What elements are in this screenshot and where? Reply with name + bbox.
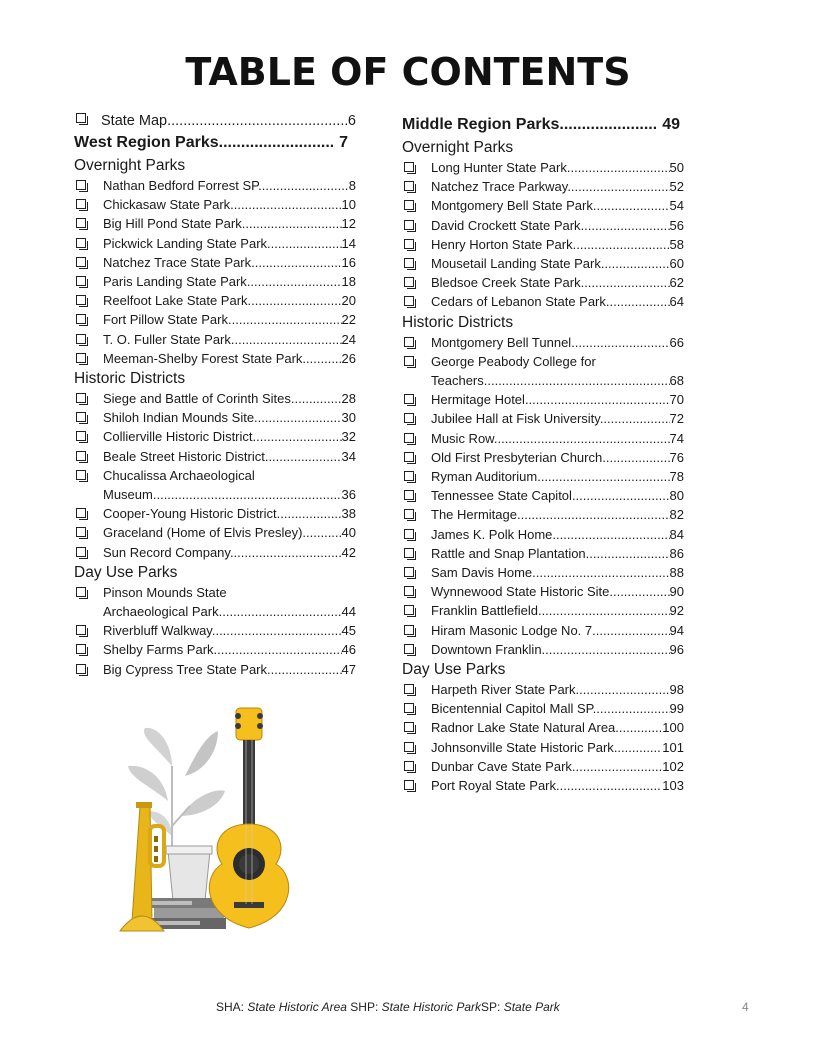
entry-page: 36 xyxy=(341,487,356,503)
checkbox[interactable] xyxy=(404,509,414,519)
checkbox[interactable] xyxy=(76,547,86,557)
toc-entry[interactable] xyxy=(402,738,684,757)
checkbox[interactable] xyxy=(76,527,86,537)
checkbox[interactable] xyxy=(76,508,86,518)
section-west-region[interactable] xyxy=(74,131,348,155)
checkbox[interactable] xyxy=(404,548,414,558)
entry-page: 50 xyxy=(669,160,684,175)
checkbox[interactable] xyxy=(404,220,414,230)
entry-page: 44 xyxy=(341,604,356,620)
entry-label: Sun Record Company ..... xyxy=(103,543,342,562)
entry-page: 64 xyxy=(669,294,684,310)
toc-entry-chucalissa[interactable] xyxy=(74,466,356,504)
toc-entry[interactable] xyxy=(74,640,356,659)
checkbox[interactable] xyxy=(404,471,414,481)
checkbox[interactable] xyxy=(404,452,414,462)
subheading-day-use-parks: Day Use Parks xyxy=(74,563,178,581)
entry-label: Wynnewood State Historic Site ..... xyxy=(431,582,670,601)
entry-page: 6 xyxy=(347,113,356,129)
entry-page: 96 xyxy=(669,641,684,657)
entry-page: 100 xyxy=(662,720,684,736)
checkbox[interactable] xyxy=(404,644,414,654)
entry-page: 45 xyxy=(341,623,356,639)
toc-entry[interactable] xyxy=(402,216,684,235)
list-dayuse-middle xyxy=(402,680,684,795)
toc-entry-peabody[interactable] xyxy=(402,352,684,390)
entry-label: Tennessee State Capitol ..... xyxy=(431,486,670,505)
checkbox[interactable] xyxy=(404,761,414,771)
checkbox[interactable] xyxy=(76,113,86,123)
entry-page: 68 xyxy=(669,373,684,389)
checkbox[interactable] xyxy=(404,356,414,366)
entry-label: Rattle and Snap Plantation ..... xyxy=(431,544,670,563)
toc-entry[interactable] xyxy=(402,273,684,292)
toc-entry[interactable] xyxy=(402,254,684,273)
checkbox[interactable] xyxy=(404,413,414,423)
entry-page: 8 xyxy=(348,178,356,193)
entry-label-line1: Pinson Mounds State xyxy=(103,584,227,600)
toc-entry[interactable] xyxy=(402,196,684,215)
list-overnight-middle xyxy=(402,158,684,312)
entry-label-line1: George Peabody College for xyxy=(431,353,596,369)
entry-label: Bicentennial Capitol Mall SP ..... xyxy=(431,699,670,718)
toc-entry[interactable] xyxy=(402,582,684,601)
toc-entry[interactable] xyxy=(402,177,684,196)
entry-label: Hermitage Hotel ..... xyxy=(431,390,670,409)
checkbox[interactable] xyxy=(76,393,86,403)
toc-entry[interactable] xyxy=(402,621,684,640)
entry-label-line2: Teachers ..... xyxy=(431,371,670,390)
checkbox[interactable] xyxy=(76,644,86,654)
checkbox[interactable] xyxy=(76,238,86,248)
legend-shp: State Historic Park xyxy=(381,1000,482,1014)
music-illustration xyxy=(110,706,310,936)
toc-entry-pinson[interactable] xyxy=(74,583,356,621)
checkbox[interactable] xyxy=(404,277,414,287)
entry-label: T. O. Fuller State Park ..... xyxy=(103,330,342,349)
subheading-day-use-parks: Day Use Parks xyxy=(402,661,506,679)
checkbox[interactable] xyxy=(76,470,86,480)
page-number: 4 xyxy=(742,1000,749,1014)
entry-label: James K. Polk Home ..... xyxy=(431,525,670,544)
entry-page: 84 xyxy=(669,526,684,542)
toc-entry[interactable] xyxy=(402,544,684,563)
entry-label: Natchez Trace Parkway ..... xyxy=(431,177,670,196)
entry-page: 46 xyxy=(341,642,356,658)
toc-entry[interactable] xyxy=(74,195,356,214)
checkbox[interactable] xyxy=(404,529,414,539)
entry-label: Dunbar Cave State Park ..... xyxy=(431,757,662,776)
toc-entry[interactable] xyxy=(402,505,684,524)
toc-entry[interactable] xyxy=(74,504,356,523)
entry-page: 72 xyxy=(669,411,684,427)
entry-label: Fort Pillow State Park ..... xyxy=(103,310,342,329)
toc-entry[interactable] xyxy=(74,253,356,272)
entry-page: 82 xyxy=(669,507,684,523)
entry-label: Radnor Lake State Natural Area ..... xyxy=(431,718,662,737)
entry-page: 52 xyxy=(669,179,684,195)
entry-label: Cooper-Young Historic District ..... xyxy=(103,504,342,523)
toc-entry[interactable] xyxy=(74,310,356,329)
toc-entry[interactable] xyxy=(402,333,684,352)
checkbox[interactable] xyxy=(404,703,414,713)
checkbox[interactable] xyxy=(76,295,86,305)
checkbox[interactable] xyxy=(404,181,414,191)
entry-page: 101 xyxy=(662,739,684,755)
checkbox[interactable] xyxy=(76,180,86,190)
entry-page: 56 xyxy=(669,217,684,233)
entry-page: 22 xyxy=(341,312,356,328)
list-historic-west xyxy=(74,389,356,466)
entry-label: Music Row ..... xyxy=(431,429,670,448)
entry-page: 102 xyxy=(662,758,684,774)
entry-page: 94 xyxy=(669,622,684,638)
checkbox[interactable] xyxy=(76,257,86,267)
entry-label: Hiram Masonic Lodge No. 7 ..... xyxy=(431,621,670,640)
entry-page: 78 xyxy=(669,469,684,485)
toc-entry[interactable] xyxy=(402,699,684,718)
checkbox[interactable] xyxy=(404,258,414,268)
toc-entry[interactable] xyxy=(402,680,684,699)
toc-entry[interactable] xyxy=(402,486,684,505)
list-historic-middle-b xyxy=(402,390,684,659)
toc-entry[interactable] xyxy=(74,621,356,640)
entry-page: 58 xyxy=(669,236,684,252)
section-label: West Region Parks ..... xyxy=(74,131,333,155)
entry-page: 54 xyxy=(669,198,684,214)
entry-page: 66 xyxy=(669,334,684,350)
right-column xyxy=(402,113,684,795)
entry-page: 99 xyxy=(669,701,684,717)
subheading-historic-districts: Historic Districts xyxy=(402,313,514,331)
entry-label: Paris Landing State Park ..... xyxy=(103,272,342,291)
toc-entry[interactable] xyxy=(74,447,356,466)
checkbox[interactable] xyxy=(404,742,414,752)
list-dayuse-west xyxy=(74,621,356,679)
section-middle-region[interactable] xyxy=(402,113,680,137)
entry-label: Shiloh Indian Mounds Site ..... xyxy=(103,408,342,427)
checkbox[interactable] xyxy=(404,567,414,577)
footer-legend xyxy=(216,1000,560,1014)
entry-label: Nathan Bedford Forrest SP ..... xyxy=(103,176,349,195)
entry-label: Collierville Historic District ..... xyxy=(103,427,342,446)
entry-page: 16 xyxy=(341,254,356,270)
toc-entry-state-map[interactable] xyxy=(74,111,356,131)
entry-label: Mousetail Landing State Park ..... xyxy=(431,254,670,273)
entry-label: Big Hill Pond State Park ..... xyxy=(103,214,342,233)
toc-entry[interactable] xyxy=(74,349,356,368)
checkbox[interactable] xyxy=(76,451,86,461)
list-overnight-west xyxy=(74,176,356,368)
toc-entry[interactable] xyxy=(402,390,684,409)
toc-entry[interactable] xyxy=(402,158,684,177)
entry-label: David Crockett State Park ..... xyxy=(431,216,670,235)
entry-label: Johnsonville State Historic Park ..... xyxy=(431,738,662,757)
entry-label: Meeman-Shelby Forest State Park ..... xyxy=(103,349,342,368)
toc-entry[interactable] xyxy=(74,543,356,562)
checkbox[interactable] xyxy=(76,431,86,441)
entry-label: Old First Presbyterian Church ..... xyxy=(431,448,670,467)
checkbox[interactable] xyxy=(76,199,86,209)
entry-label: Cedars of Lebanon State Park ..... xyxy=(431,292,670,311)
checkbox[interactable] xyxy=(76,664,86,674)
section-page: 49 xyxy=(662,116,680,133)
legend-abbr-shp: SHP: xyxy=(350,1000,379,1014)
section-label: Middle Region Parks ..... xyxy=(402,113,656,137)
entry-label: Beale Street Historic District ..... xyxy=(103,447,342,466)
entry-label: Montgomery Bell Tunnel ..... xyxy=(431,333,670,352)
checkbox[interactable] xyxy=(404,625,414,635)
toc-entry[interactable] xyxy=(74,427,356,446)
legend-abbr-sha: SHA: xyxy=(216,1000,245,1014)
checkbox[interactable] xyxy=(404,722,414,732)
entry-label: Jubilee Hall at Fisk University ..... xyxy=(431,409,670,428)
entry-label: Chickasaw State Park ..... xyxy=(103,195,342,214)
entry-page: 26 xyxy=(341,350,356,366)
checkbox[interactable] xyxy=(404,605,414,615)
list-historic-middle-a xyxy=(402,333,684,352)
list-historic-west-2 xyxy=(74,504,356,562)
entry-page: 30 xyxy=(341,410,356,426)
entry-page: 18 xyxy=(341,274,356,290)
entry-page: 34 xyxy=(341,448,356,464)
entry-page: 76 xyxy=(669,449,684,465)
entry-page: 98 xyxy=(669,682,684,698)
toc-entry[interactable] xyxy=(402,448,684,467)
entry-page: 86 xyxy=(669,545,684,561)
toc-entry[interactable] xyxy=(402,429,684,448)
entry-label-line2: Archaeological Park ..... xyxy=(103,602,342,621)
checkbox[interactable] xyxy=(76,218,86,228)
toc-entry[interactable] xyxy=(74,523,356,542)
toc-entry[interactable] xyxy=(402,718,684,737)
legend-sha: State Historic Area xyxy=(247,1000,347,1014)
toc-entry[interactable] xyxy=(402,525,684,544)
checkbox[interactable] xyxy=(404,433,414,443)
toc-entry[interactable] xyxy=(74,660,356,679)
entry-label: Sam Davis Home ..... xyxy=(431,563,670,582)
checkbox[interactable] xyxy=(76,625,86,635)
entry-page: 60 xyxy=(669,256,684,272)
checkbox[interactable] xyxy=(76,314,86,324)
toc-entry[interactable] xyxy=(402,235,684,254)
entry-label-line1: Chucalissa Archaeological xyxy=(103,467,255,483)
entry-label: Ryman Auditorium ..... xyxy=(431,467,670,486)
toc-entry[interactable] xyxy=(74,214,356,233)
entry-label: Henry Horton State Park ..... xyxy=(431,235,670,254)
entry-page: 20 xyxy=(341,293,356,309)
checkbox[interactable] xyxy=(404,684,414,694)
entry-label-line2: Museum ..... xyxy=(103,485,342,504)
entry-page: 12 xyxy=(341,216,356,232)
checkbox[interactable] xyxy=(404,337,414,347)
checkbox[interactable] xyxy=(76,276,86,286)
entry-label: Reelfoot Lake State Park ..... xyxy=(103,291,342,310)
entry-label: Bledsoe Creek State Park ..... xyxy=(431,273,670,292)
toc-entry[interactable] xyxy=(402,640,684,659)
entry-page: 10 xyxy=(341,197,356,213)
entry-label: The Hermitage ..... xyxy=(431,505,670,524)
toc-entry[interactable] xyxy=(74,291,356,310)
toc-entry[interactable] xyxy=(402,776,684,795)
checkbox[interactable] xyxy=(404,780,414,790)
checkbox[interactable] xyxy=(404,162,414,172)
left-column xyxy=(74,111,356,679)
entry-label: Pickwick Landing State Park ..... xyxy=(103,234,342,253)
checkbox[interactable] xyxy=(76,334,86,344)
entry-page: 47 xyxy=(341,661,356,677)
entry-label: Franklin Battlefield ..... xyxy=(431,601,670,620)
entry-label: Graceland (Home of Elvis Presley) ..... xyxy=(103,523,342,542)
entry-page: 14 xyxy=(341,235,356,251)
subheading-overnight-parks: Overnight Parks xyxy=(74,157,186,174)
entry-label: Siege and Battle of Corinth Sites ..... xyxy=(103,389,342,408)
checkbox[interactable] xyxy=(76,587,86,597)
entry-page: 103 xyxy=(662,778,684,794)
toc-entry[interactable] xyxy=(74,330,356,349)
toc-entry[interactable] xyxy=(402,563,684,582)
entry-label: State Map ..... xyxy=(101,111,348,131)
section-page: 7 xyxy=(339,134,348,151)
toc-entry[interactable] xyxy=(74,408,356,427)
entry-page: 80 xyxy=(669,488,684,504)
entry-label: Port Royal State Park ..... xyxy=(431,776,662,795)
entry-page: 32 xyxy=(341,429,356,445)
toc-entry[interactable] xyxy=(74,389,356,408)
toc-entry[interactable] xyxy=(74,272,356,291)
toc-entry[interactable] xyxy=(402,601,684,620)
entry-page: 38 xyxy=(341,506,356,522)
toc-entry[interactable] xyxy=(74,176,356,195)
page-title: TABLE OF CONTENTS xyxy=(185,50,631,94)
toc-entry[interactable] xyxy=(402,409,684,428)
checkbox[interactable] xyxy=(76,353,86,363)
subheading-overnight-parks: Overnight Parks xyxy=(402,139,514,156)
entry-label: Riverbluff Walkway ..... xyxy=(103,621,342,640)
legend-sp: State Park xyxy=(503,1000,560,1014)
checkbox[interactable] xyxy=(76,412,86,422)
entry-label: Harpeth River State Park ..... xyxy=(431,680,670,699)
toc-entry[interactable] xyxy=(402,292,684,311)
entry-page: 88 xyxy=(669,565,684,581)
entry-page: 40 xyxy=(341,525,356,541)
entry-page: 92 xyxy=(669,603,684,619)
checkbox[interactable] xyxy=(404,296,414,306)
entry-page: 74 xyxy=(669,430,684,446)
entry-page: 62 xyxy=(669,275,684,291)
entry-label: Long Hunter State Park ..... xyxy=(431,158,670,177)
guitar-icon xyxy=(209,708,288,928)
checkbox[interactable] xyxy=(404,490,414,500)
toc-entry[interactable] xyxy=(402,467,684,486)
toc-entry[interactable] xyxy=(402,757,684,776)
checkbox[interactable] xyxy=(404,200,414,210)
entry-label: Shelby Farms Park ..... xyxy=(103,640,342,659)
entry-label: Montgomery Bell State Park ..... xyxy=(431,196,670,215)
checkbox[interactable] xyxy=(404,586,414,596)
entry-page: 42 xyxy=(341,544,356,560)
checkbox[interactable] xyxy=(404,394,414,404)
entry-page: 90 xyxy=(669,584,684,600)
entry-label: Big Cypress Tree State Park ..... xyxy=(103,660,342,679)
entry-page: 24 xyxy=(341,331,356,347)
legend-abbr-sp: SP: xyxy=(481,1000,501,1014)
toc-entry[interactable] xyxy=(74,234,356,253)
flowerpot-icon xyxy=(166,846,212,901)
subheading-historic-districts: Historic Districts xyxy=(74,370,186,388)
checkbox[interactable] xyxy=(404,239,414,249)
entry-page: 28 xyxy=(341,391,356,407)
entry-page: 70 xyxy=(669,392,684,408)
entry-label: Downtown Franklin ..... xyxy=(431,640,670,659)
entry-label: Natchez Trace State Park ..... xyxy=(103,253,342,272)
